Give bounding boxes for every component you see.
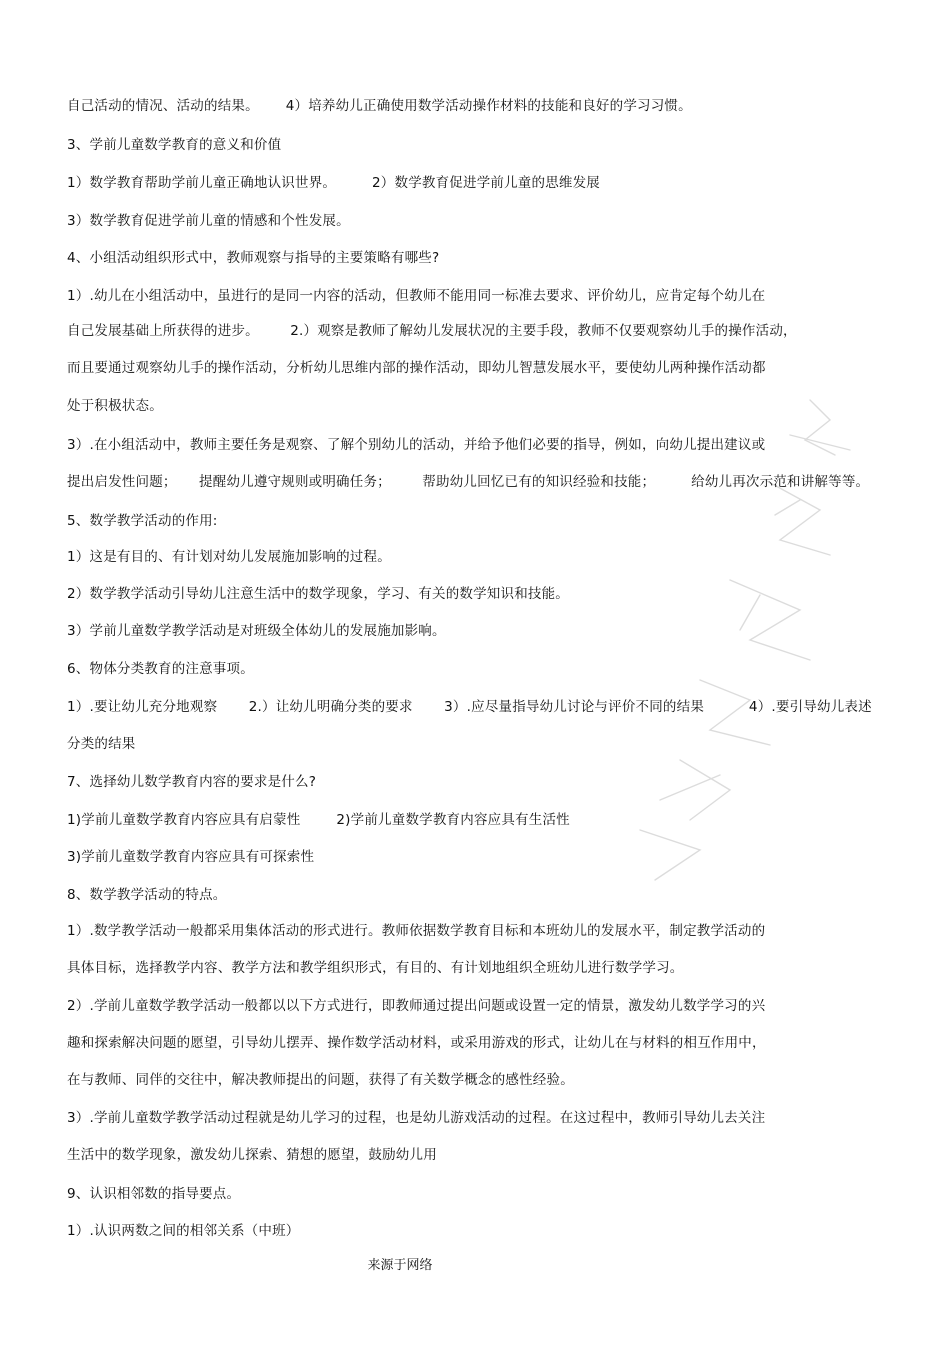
text-line: 3、学前儿童数学教育的意义和价值 bbox=[67, 137, 282, 153]
text-line: 提出启发性问题； 提醒幼儿遵守规则或明确任务； 帮助幼儿回忆已有的知识经验和技能； 给幼儿再次示范和讲解等等。 bbox=[67, 474, 870, 490]
text-line: 3）.在小组活动中，教师主要任务是观察、了解个别幼儿的活动，并给予他们必要的指导，例如，向幼儿提出建议或 bbox=[67, 437, 766, 453]
watermark bbox=[560, 380, 880, 900]
text-line: 3）数学教育促进学前儿童的情感和个性发展。 bbox=[67, 213, 350, 229]
text-line: 2）数学教学活动引导幼儿注意生活中的数学现象，学习、有关的数学知识和技能。 bbox=[67, 586, 569, 602]
text-line: 具体目标，选择教学内容、教学方法和教学组织形式，有目的、有计划地组织全班幼儿进行数学学习。 bbox=[67, 960, 684, 976]
text-line: 6、物体分类教育的注意事项。 bbox=[67, 661, 254, 677]
text-line: 1)学前儿童数学教育内容应具有启蒙性 2)学前儿童数学教育内容应具有生活性 bbox=[67, 812, 570, 828]
text-line: 8、数学教学活动的特点。 bbox=[67, 887, 227, 903]
text-line: 在与教师、同伴的交往中，解决教师提出的问题，获得了有关数学概念的感性经验。 bbox=[67, 1072, 574, 1088]
text-line: 处于积极状态。 bbox=[67, 398, 163, 414]
text-line: 1）.数学教学活动一般都采用集体活动的形式进行。教师依据数学教育目标和本班幼儿的发展水平，制定教学活动的 bbox=[67, 923, 766, 939]
text-line: 自己活动的情况、活动的结果。 4）培养幼儿正确使用数学活动操作材料的技能和良好的学习习惯。 bbox=[67, 98, 692, 114]
text-line: 3)学前儿童数学教育内容应具有可探索性 bbox=[67, 849, 315, 865]
text-line: 1）数学教育帮助学前儿童正确地认识世界。 2）数学教育促进学前儿童的思维发展 bbox=[67, 175, 601, 191]
text-line: 3）学前儿童数学教学活动是对班级全体幼儿的发展施加影响。 bbox=[67, 623, 446, 639]
text-line: 5、数学教学活动的作用: bbox=[67, 513, 218, 529]
text-line: 3）.学前儿童数学教学活动过程就是幼儿学习的过程，也是幼儿游戏活动的过程。在这过程中，教师引导幼儿去关注 bbox=[67, 1110, 766, 1126]
text-line: 4、小组活动组织形式中，教师观察与指导的主要策略有哪些? bbox=[67, 250, 440, 266]
text-line: 趣和探索解决问题的愿望，引导幼儿摆弄、操作数学活动材料，或采用游戏的形式，让幼儿在与材料的相互作用中， bbox=[67, 1035, 766, 1051]
text-line: 分类的结果 bbox=[67, 736, 136, 752]
text-line: 2）.学前儿童数学教学活动一般都以以下方式进行，即教师通过提出问题或设置一定的情景，激发幼儿数学学习的兴 bbox=[67, 998, 766, 1014]
text-line: 自己发展基础上所获得的进步。 2.）观察是教师了解幼儿发展状况的主要手段，教师不仅要观察幼儿手的操作活动， bbox=[67, 323, 797, 339]
text-line: 生活中的数学现象，激发幼儿探索、猜想的愿望，鼓励幼儿用 bbox=[67, 1147, 437, 1163]
text-line: 9、认识相邻数的指导要点。 bbox=[67, 1186, 241, 1202]
text-line: 而且要通过观察幼儿手的操作活动，分析幼儿思维内部的操作活动，即幼儿智慧发展水平，要使幼儿两种操作活动都 bbox=[67, 360, 766, 376]
footer-source: 来源于网络 bbox=[367, 1258, 433, 1273]
text-line: 7、选择幼儿数学教育内容的要求是什么? bbox=[67, 774, 317, 790]
text-line: 1）.要让幼儿充分地观察 2.）让幼儿明确分类的要求 3）.应尽量指导幼儿讨论与评价不同的结果 4）.要引导幼儿表述 bbox=[67, 699, 872, 715]
text-line: 1）这是有目的、有计划对幼儿发展施加影响的过程。 bbox=[67, 549, 391, 565]
text-line: 1）.认识两数之间的相邻关系（中班） bbox=[67, 1223, 300, 1239]
text-line: 1）.幼儿在小组活动中，虽进行的是同一内容的活动，但教师不能用同一标准去要求、评价幼儿，应肯定每个幼儿在 bbox=[67, 288, 766, 304]
